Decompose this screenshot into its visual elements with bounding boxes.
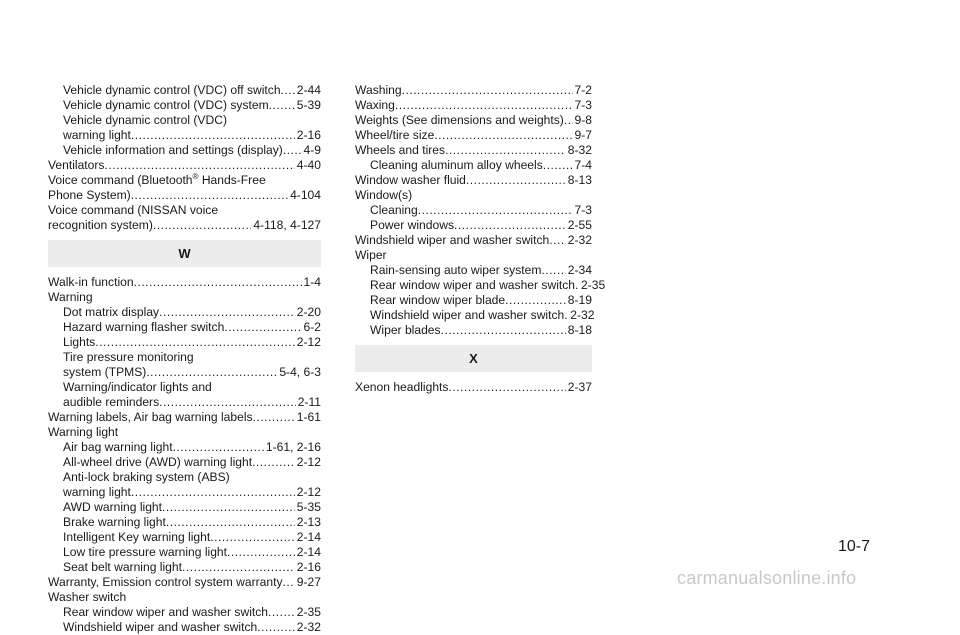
index-entry-page: 2-32 bbox=[567, 233, 592, 247]
index-group-x bbox=[355, 380, 592, 395]
dot-leader bbox=[505, 293, 566, 308]
index-entry-label: Cleaning bbox=[370, 203, 418, 217]
dot-leader bbox=[549, 233, 566, 248]
index-entry bbox=[48, 218, 321, 233]
dot-leader bbox=[162, 500, 295, 515]
index-entry-page: 2-12 bbox=[296, 335, 321, 349]
index-entry-page: 2-32 bbox=[570, 308, 595, 322]
index-entry-page: 8-13 bbox=[567, 173, 592, 187]
dot-leader bbox=[210, 530, 295, 545]
index-entry-label: Vehicle dynamic control (VDC) off switch bbox=[63, 83, 281, 97]
index-entry-label: Cleaning aluminum alloy wheels bbox=[370, 158, 543, 172]
index-group-voice bbox=[48, 188, 321, 233]
index-entry-page: 5-39 bbox=[296, 98, 321, 112]
index-entry-label: Xenon headlights bbox=[355, 380, 449, 394]
index-entry bbox=[48, 320, 321, 335]
index-entry-label: warning light bbox=[63, 128, 131, 142]
index-entry-page: 2-35 bbox=[296, 605, 321, 619]
index-entry bbox=[355, 323, 592, 338]
index-entry bbox=[355, 248, 592, 263]
index-entry-label: Weights (See dimensions and weights) bbox=[355, 113, 564, 127]
index-entry-label: Warning bbox=[48, 290, 93, 304]
index-entry bbox=[48, 113, 321, 128]
index-entry bbox=[48, 425, 321, 440]
dot-leader bbox=[253, 410, 295, 425]
index-entry bbox=[48, 605, 321, 620]
index-entry bbox=[48, 158, 321, 173]
index-entry bbox=[48, 275, 321, 290]
index-entry-label: Windshield wiper and washer switch bbox=[370, 308, 565, 322]
index-entry-page: 6-2 bbox=[303, 320, 321, 334]
index-entry bbox=[48, 410, 321, 425]
dot-leader bbox=[269, 98, 295, 113]
index-entry-voice-bluetooth bbox=[48, 173, 321, 188]
index-entry bbox=[355, 188, 592, 203]
index-entry bbox=[48, 305, 321, 320]
index-entry bbox=[48, 530, 321, 545]
index-entry-label: Wiper blades bbox=[370, 323, 441, 337]
index-entry-label: Wheel/tire size bbox=[355, 128, 435, 142]
index-entry-label: Vehicle dynamic control (VDC) bbox=[63, 113, 227, 127]
index-entry-page: 7-2 bbox=[574, 83, 592, 97]
index-entry bbox=[355, 113, 592, 128]
dot-leader bbox=[159, 395, 296, 410]
index-entry bbox=[355, 263, 592, 278]
dot-leader bbox=[146, 365, 277, 380]
index-entry bbox=[355, 308, 595, 323]
index-entry bbox=[48, 143, 321, 158]
index-column-left bbox=[48, 83, 321, 635]
index-entry-page: 2-12 bbox=[296, 485, 321, 499]
index-entry-label: Warning/indicator lights and bbox=[63, 380, 212, 394]
dot-leader bbox=[434, 128, 572, 143]
dot-leader bbox=[131, 128, 295, 143]
dot-leader bbox=[402, 83, 573, 98]
dot-leader bbox=[159, 305, 295, 320]
registered-mark: ® bbox=[192, 171, 199, 181]
dot-leader bbox=[134, 275, 302, 290]
index-entry bbox=[48, 590, 321, 605]
index-entry-label: audible reminders bbox=[63, 395, 160, 409]
dot-leader bbox=[104, 158, 294, 173]
dot-leader bbox=[131, 485, 295, 500]
index-entry bbox=[48, 440, 321, 455]
index-entry-label: Voice command (NISSAN voice bbox=[48, 203, 219, 217]
watermark: carmanualsonline.info bbox=[677, 568, 857, 588]
index-entry-page: 1-61 bbox=[296, 410, 321, 424]
index-entry-label: system (TPMS) bbox=[63, 365, 147, 379]
index-entry bbox=[48, 470, 321, 485]
index-entry-label: Ventilators bbox=[48, 158, 105, 172]
index-entry-page: 2-35 bbox=[581, 278, 606, 292]
index-entry-label: Intelligent Key warning light bbox=[63, 530, 211, 544]
section-letter: W bbox=[178, 246, 191, 261]
index-entry bbox=[355, 380, 592, 395]
index-entry bbox=[355, 143, 592, 158]
dot-leader bbox=[166, 515, 295, 530]
index-entry-page: 8-19 bbox=[567, 293, 592, 307]
index-entry-label: Warning light bbox=[48, 425, 119, 439]
index-entry-label: All-wheel drive (AWD) warning light bbox=[63, 455, 253, 469]
index-entry-page: 5-35 bbox=[296, 500, 321, 514]
index-entry bbox=[48, 290, 321, 305]
index-entry bbox=[355, 173, 592, 188]
dot-leader bbox=[131, 188, 288, 203]
index-entry-label: Window(s) bbox=[355, 188, 413, 202]
index-entry bbox=[355, 293, 592, 308]
index-entry-page: 4-9 bbox=[303, 143, 321, 157]
section-header-x bbox=[355, 345, 592, 372]
index-entry-page: 1-4 bbox=[303, 275, 321, 289]
index-entry-label: Waxing bbox=[355, 98, 395, 112]
dot-leader bbox=[257, 620, 295, 635]
index-entry bbox=[355, 158, 592, 173]
dot-leader bbox=[454, 218, 566, 233]
index-entry bbox=[355, 233, 592, 248]
index-entry-label: Phone System) bbox=[48, 188, 131, 202]
index-entry bbox=[48, 575, 321, 590]
dot-leader bbox=[448, 380, 565, 395]
index-entry bbox=[48, 188, 321, 203]
index-group-w-continued bbox=[355, 83, 606, 338]
index-entry bbox=[48, 335, 321, 350]
index-entry bbox=[48, 485, 321, 500]
index-column-right bbox=[355, 83, 606, 395]
index-entry-label: Warning labels, Air bag warning labels bbox=[48, 410, 253, 424]
dot-leader bbox=[466, 173, 566, 188]
index-group-w bbox=[48, 275, 321, 635]
index-entry-page: 2-16 bbox=[296, 560, 321, 574]
index-entry-label: Washer switch bbox=[48, 590, 127, 604]
index-entry-page: 2-34 bbox=[567, 263, 592, 277]
dot-leader bbox=[224, 320, 301, 335]
index-entry-label: Window washer fluid bbox=[355, 173, 466, 187]
index-entry-page: 5-4, 6-3 bbox=[279, 365, 321, 379]
index-entry bbox=[48, 395, 321, 410]
index-entry bbox=[355, 278, 606, 293]
index-entry-page: 2-55 bbox=[567, 218, 592, 232]
index-entry bbox=[48, 500, 321, 515]
index-entry-page: 2-37 bbox=[567, 380, 592, 394]
index-entry bbox=[48, 560, 321, 575]
index-entry-label: Low tire pressure warning light bbox=[63, 545, 228, 559]
index-entry-page: 9-8 bbox=[574, 113, 592, 127]
index-entry-label: Vehicle dynamic control (VDC) system bbox=[63, 98, 269, 112]
index-entry-page: 2-44 bbox=[296, 83, 321, 97]
section-header-w bbox=[48, 240, 321, 267]
index-entry-page: 7-3 bbox=[574, 203, 592, 217]
index-entry-label-suffix: Hands-Free bbox=[198, 173, 266, 187]
index-entry bbox=[48, 620, 321, 635]
index-entry-label: Hazard warning flasher switch bbox=[63, 320, 225, 334]
dot-leader bbox=[418, 203, 573, 218]
index-group-v bbox=[48, 83, 321, 173]
dot-leader bbox=[281, 83, 295, 98]
index-entry-page: 8-32 bbox=[567, 143, 592, 157]
index-entry-label: Tire pressure monitoring bbox=[63, 350, 194, 364]
dot-leader bbox=[227, 545, 295, 560]
index-entry-label: Warranty, Emission control system warranty bbox=[48, 575, 283, 589]
index-entry-page: 2-20 bbox=[296, 305, 321, 319]
index-entry bbox=[48, 128, 321, 143]
index-entry-label: Lights bbox=[63, 335, 96, 349]
index-entry-page: 1-61, 2-16 bbox=[265, 440, 321, 454]
index-entry-page: 4-40 bbox=[296, 158, 321, 172]
index-entry-page: 7-4 bbox=[574, 158, 592, 172]
index-entry-label: Power windows bbox=[370, 218, 455, 232]
index-entry-label: Windshield wiper and washer switch bbox=[355, 233, 550, 247]
index-entry-page: 4-118, 4-127 bbox=[253, 218, 321, 232]
index-entry bbox=[355, 218, 592, 233]
index-entry-page: 9-7 bbox=[574, 128, 592, 142]
page-number: 10-7 bbox=[838, 538, 871, 555]
index-entry-label: Walk-in function bbox=[48, 275, 134, 289]
dot-leader bbox=[445, 143, 566, 158]
index-entry-label: Air bag warning light bbox=[63, 440, 173, 454]
dot-leader bbox=[95, 335, 295, 350]
index-entry-page: 2-11 bbox=[297, 395, 321, 409]
index-entry-label: Dot matrix display bbox=[63, 305, 160, 319]
dot-leader bbox=[252, 455, 295, 470]
index-entry-label: Rear window wiper and washer switch bbox=[63, 605, 269, 619]
index-entry-page: 2-12 bbox=[296, 455, 321, 469]
index-entry-page: 4-104 bbox=[290, 188, 321, 202]
index-entry-label: Rear window wiper and washer switch bbox=[370, 278, 576, 292]
index-entry bbox=[48, 365, 321, 380]
index-entry bbox=[355, 98, 592, 113]
section-letter: X bbox=[469, 351, 478, 366]
index-entry-page: 7-3 bbox=[574, 98, 592, 112]
index-entry-label: Seat belt warning light bbox=[63, 560, 182, 574]
dot-leader bbox=[564, 113, 573, 128]
dot-leader bbox=[441, 323, 566, 338]
index-entry bbox=[355, 203, 592, 218]
index-entry bbox=[48, 203, 321, 218]
index-entry bbox=[48, 545, 321, 560]
index-entry-label: Wheels and tires bbox=[355, 143, 446, 157]
index-entry bbox=[48, 515, 321, 530]
dot-leader bbox=[153, 218, 251, 233]
index-entry-label: Rain-sensing auto wiper system bbox=[370, 263, 542, 277]
index-entry-page: 2-14 bbox=[296, 530, 321, 544]
index-entry-page: 2-13 bbox=[296, 515, 321, 529]
dot-leader bbox=[541, 263, 565, 278]
index-entry-page: 8-18 bbox=[567, 323, 592, 337]
index-entry-page: 9-27 bbox=[296, 575, 321, 589]
index-entry bbox=[355, 128, 592, 143]
dot-leader bbox=[283, 143, 302, 158]
index-entry-label: recognition system) bbox=[48, 218, 153, 232]
dot-leader bbox=[395, 98, 573, 113]
index-entry-label: Wiper bbox=[355, 248, 387, 262]
dot-leader bbox=[182, 560, 295, 575]
dot-leader bbox=[543, 158, 573, 173]
dot-leader bbox=[268, 605, 295, 620]
index-entry-label: Voice command (Bluetooth bbox=[48, 173, 193, 187]
index-entry-label: Anti-lock braking system (ABS) bbox=[63, 470, 230, 484]
index-entry-label: Vehicle information and settings (display) bbox=[63, 143, 283, 157]
index-entry-label: Washing bbox=[355, 83, 402, 97]
index-entry-label: Rear window wiper blade bbox=[370, 293, 506, 307]
index-entry bbox=[48, 350, 321, 365]
index-entry bbox=[48, 98, 321, 113]
index-entry-label: Windshield wiper and washer switch bbox=[63, 620, 258, 634]
index-entry-page: 2-14 bbox=[296, 545, 321, 559]
index-entry bbox=[355, 83, 592, 98]
index-entry bbox=[48, 380, 321, 395]
index-entry bbox=[48, 83, 321, 98]
index-entry-page: 2-32 bbox=[296, 620, 321, 634]
index-entry-label: Brake warning light bbox=[63, 515, 166, 529]
index-entry-label: warning light bbox=[63, 485, 131, 499]
dot-leader bbox=[173, 440, 264, 455]
index-entry bbox=[48, 455, 321, 470]
index-entry-label: AWD warning light bbox=[63, 500, 163, 514]
dot-leader bbox=[283, 575, 295, 590]
index-entry-page: 2-16 bbox=[296, 128, 321, 142]
